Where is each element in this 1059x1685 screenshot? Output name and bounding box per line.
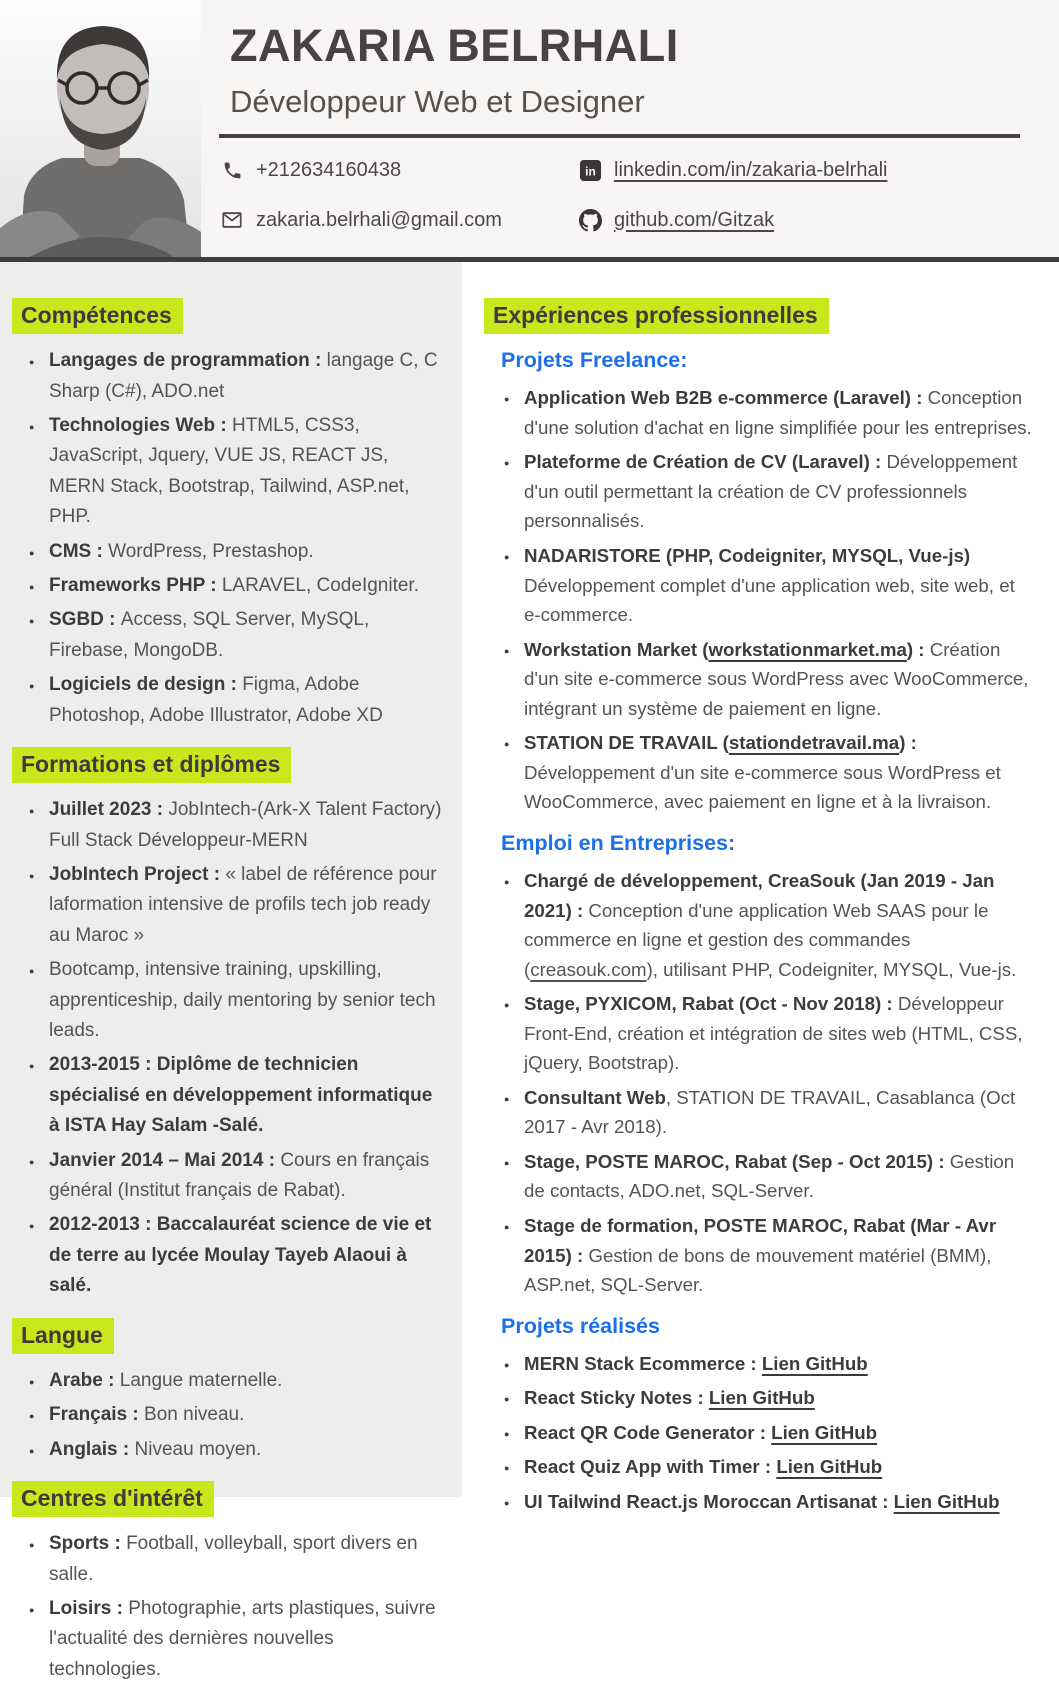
label-bold: Logiciels de design : bbox=[49, 674, 243, 696]
list-item bbox=[49, 795, 446, 856]
section-competences bbox=[12, 298, 446, 731]
email-row bbox=[220, 208, 578, 232]
section-title: Langue bbox=[12, 1318, 114, 1354]
phone-number: +212634160438 bbox=[256, 158, 402, 181]
label-bold: Stage de formation, POSTE MAROC, Rabat (Mar - Avr 2015) : bbox=[524, 1214, 997, 1266]
label-bold: React QR Code Generator : bbox=[524, 1421, 772, 1443]
link[interactable]: stationdetravail.ma bbox=[728, 732, 900, 754]
label-bold: Plateforme de Création de CV (Laravel) : bbox=[524, 451, 887, 473]
list-item bbox=[49, 537, 446, 567]
section-formations bbox=[12, 747, 446, 1302]
list-item bbox=[524, 1083, 1033, 1142]
text: langage C, C Sharp (C#), ADO.net bbox=[49, 350, 438, 402]
section-title: Formations et diplômes bbox=[12, 747, 291, 783]
label-bold: Stage, POSTE MAROC, Rabat (Sep - Oct 2015) : bbox=[524, 1150, 950, 1172]
label-bold: Consultant Web bbox=[524, 1086, 666, 1108]
list-item bbox=[524, 635, 1033, 724]
label-bold: Workstation Market ( bbox=[524, 638, 709, 660]
list-item bbox=[49, 1210, 446, 1301]
text: Bon niveau. bbox=[144, 1404, 245, 1426]
label-bold: MERN Stack Ecommerce : bbox=[524, 1352, 762, 1374]
text: Développement d'un outil permettant la création de CV professionnels personnalisés. bbox=[524, 451, 1018, 532]
text: Photographie, arts plastiques, suivre l'actualité des dernières nouvelles technologies. bbox=[49, 1598, 436, 1680]
label-bold: 2013-2015 : Diplôme de technicien spécialisé en développement informatique à ISTA Hay Salam -Salé. bbox=[49, 1054, 433, 1137]
languages-list bbox=[12, 1366, 446, 1465]
label-bold: ) : bbox=[906, 638, 930, 660]
text: Gestion de bons de mouvement matériel (BMM), ASP.net, SQL-Server. bbox=[524, 1244, 992, 1296]
education-list bbox=[12, 795, 446, 1301]
list-item bbox=[49, 1146, 446, 1207]
phone-row bbox=[220, 158, 578, 182]
label-bold: React Sticky Notes : bbox=[524, 1387, 709, 1409]
label-bold: SGBD : bbox=[49, 609, 121, 631]
phone-icon bbox=[220, 158, 244, 182]
section-title: Centres d'intérêt bbox=[12, 1481, 214, 1517]
subsection-title-emploi: Emploi en Entreprises: bbox=[501, 830, 736, 855]
list-item bbox=[49, 1400, 446, 1430]
text: Bootcamp, intensive training, upskilling, apprenticeship, daily mentoring by senior tech leads. bbox=[49, 959, 436, 1042]
jobs-list bbox=[484, 866, 1033, 1300]
label-bold: UI Tailwind React.js Moroccan Artisanat : bbox=[524, 1490, 894, 1512]
candidate-name: ZAKARIA BELRHALI bbox=[230, 20, 679, 71]
label-bold: STATION DE TRAVAIL ( bbox=[524, 732, 729, 754]
linkedin-icon bbox=[578, 158, 602, 182]
list-item bbox=[49, 346, 446, 407]
label-bold: Frameworks PHP : bbox=[49, 575, 222, 597]
section-title: Compétences bbox=[12, 298, 183, 334]
list-item bbox=[49, 1050, 446, 1141]
list-item bbox=[49, 1366, 446, 1396]
text: JobIntech-(Ark-X Talent Factory) Full Stack Développeur-MERN bbox=[49, 799, 442, 851]
list-item bbox=[524, 1418, 1033, 1448]
label-bold: CMS : bbox=[49, 540, 109, 562]
skills-list bbox=[12, 346, 446, 731]
text: « label de référence pour laformation intensive de profils tech job ready au Maroc » bbox=[49, 864, 437, 946]
label-bold: Arabe : bbox=[49, 1369, 120, 1391]
label-bold: Chargé de développement, CreaSouk (Jan 2019 - Jan 2021) : bbox=[524, 869, 995, 921]
list-item bbox=[49, 411, 446, 533]
list-item bbox=[524, 1452, 1033, 1482]
email-address: zakaria.belrhali@gmail.com bbox=[256, 208, 502, 231]
text: Développement d'un site e-commerce sous WordPress et WooCommerce, avec paiement en ligne et à la livraison. bbox=[524, 761, 1001, 813]
list-item bbox=[524, 866, 1033, 984]
link[interactable]: creasouk.com bbox=[530, 958, 647, 980]
contact-block bbox=[220, 158, 887, 232]
subsection-title-projets: Projets réalisés bbox=[501, 1313, 660, 1338]
list-item bbox=[49, 1594, 446, 1685]
label-bold: 2012-2013 : Baccalauréat science de vie et de terre au lycée Moulay Tayeb Alaoui à salé. bbox=[49, 1214, 432, 1297]
list-item bbox=[524, 989, 1033, 1078]
text: Création d'un site e-commerce sous WordPress avec WooCommerce, intégrant un système de paiement en ligne. bbox=[524, 638, 1029, 719]
section-experiences bbox=[484, 298, 1033, 1516]
text: Langue maternelle. bbox=[119, 1369, 283, 1391]
linkedin-row bbox=[578, 158, 887, 182]
text: , STATION DE TRAVAIL, Casablanca (Oct 2017 - Avr 2018). bbox=[524, 1086, 1016, 1138]
link[interactable]: workstationmarket.ma bbox=[708, 638, 907, 660]
list-item bbox=[49, 571, 446, 601]
label-bold: Loisirs : bbox=[49, 1598, 129, 1620]
label-bold: JobIntech Project : bbox=[49, 864, 226, 886]
list-item bbox=[49, 670, 446, 731]
list-item bbox=[49, 1435, 446, 1465]
list-item bbox=[524, 1349, 1033, 1379]
section-interets bbox=[12, 1481, 446, 1685]
link[interactable]: Lien GitHub bbox=[893, 1490, 1000, 1512]
text: WordPress, Prestashop. bbox=[108, 540, 314, 562]
list-item bbox=[524, 728, 1033, 817]
label-bold: Stage, PYXICOM, Rabat (Oct - Nov 2018) : bbox=[524, 993, 898, 1015]
github-icon bbox=[578, 208, 602, 232]
freelance-list bbox=[484, 383, 1033, 817]
link[interactable]: Lien GitHub bbox=[761, 1352, 868, 1374]
text: Conception d'une solution d'achat en ligne simplifiée pour les entreprises. bbox=[524, 387, 1032, 438]
list-item bbox=[524, 541, 1033, 630]
right-panel bbox=[462, 262, 1059, 1512]
label-bold: Janvier 2014 – Mai 2014 : bbox=[49, 1149, 281, 1171]
text: Figma, Adobe Photoshop, Adobe Illustrator, Adobe XD bbox=[49, 674, 383, 726]
section-title: Expériences professionnelles bbox=[484, 298, 829, 334]
list-item bbox=[49, 1529, 446, 1590]
link[interactable]: Lien GitHub bbox=[771, 1421, 878, 1443]
linkedin-link[interactable]: linkedin.com/in/zakaria-belrhali bbox=[614, 158, 888, 181]
label-bold: Anglais : bbox=[49, 1438, 135, 1460]
title-rule bbox=[219, 134, 1020, 138]
header-divider bbox=[0, 257, 1059, 262]
text: ), utilisant PHP, Codeigniter, MYSQL, Vue-js. bbox=[646, 958, 1017, 980]
text: Niveau moyen. bbox=[134, 1438, 262, 1460]
candidate-title: Développeur Web et Designer bbox=[230, 84, 645, 119]
text: Développeur Front-End, création et intégration de sites web (HTML, CSS, jQuery, Bootstrap). bbox=[524, 993, 1023, 1074]
link[interactable]: Lien GitHub bbox=[708, 1387, 815, 1409]
projects-list bbox=[484, 1349, 1033, 1517]
list-item bbox=[524, 447, 1033, 536]
envelope-icon bbox=[220, 208, 244, 232]
list-item bbox=[524, 1147, 1033, 1206]
list-item bbox=[49, 605, 446, 666]
text: Access, SQL Server, MySQL, Firebase, MongoDB. bbox=[49, 609, 370, 661]
svg-text:in: in bbox=[584, 163, 596, 178]
link[interactable]: Lien GitHub bbox=[776, 1456, 883, 1478]
label-bold: ) : bbox=[899, 732, 917, 754]
interests-list bbox=[12, 1529, 446, 1685]
label-bold: Langages de programmation : bbox=[49, 350, 327, 372]
text: Cours en français général (Institut français de Rabat). bbox=[49, 1149, 430, 1201]
github-row bbox=[578, 208, 887, 232]
text: HTML5, CSS3, JavaScript, Jquery, VUE JS, REACT JS, MERN Stack, Bootstrap, Tailwind, ASP.net, PHP. bbox=[49, 415, 410, 528]
label-bold: Technologies Web : bbox=[49, 415, 232, 437]
header bbox=[0, 0, 1059, 257]
subsection-title-freelance: Projets Freelance: bbox=[501, 348, 688, 373]
label-bold: Juillet 2023 : bbox=[49, 799, 169, 821]
portrait-photo bbox=[0, 0, 201, 257]
label-bold: Français : bbox=[49, 1404, 145, 1426]
label-bold: Sports : bbox=[49, 1533, 127, 1555]
text: Gestion de contacts, ADO.net, SQL-Server. bbox=[524, 1150, 1015, 1202]
section-langue bbox=[12, 1318, 446, 1465]
text: Football, volleyball, sport divers en salle. bbox=[49, 1533, 418, 1585]
left-panel bbox=[0, 262, 462, 1680]
label-bold: NADARISTORE (PHP, Codeigniter, MYSQL, Vue-js) bbox=[524, 545, 971, 567]
list-item bbox=[524, 1383, 1033, 1413]
text: Développement complet d'une application web, site web, et e-commerce. bbox=[524, 574, 1015, 626]
list-item bbox=[524, 383, 1033, 442]
text: Conception d'une application Web SAAS pour le commerce en ligne et gestion des commandes ( bbox=[524, 899, 989, 980]
list-item bbox=[49, 860, 446, 951]
github-link[interactable]: github.com/Gitzak bbox=[614, 208, 775, 231]
label-bold: Application Web B2B e-commerce (Laravel) : bbox=[524, 387, 928, 409]
list-item bbox=[524, 1487, 1033, 1517]
label-bold: React Quiz App with Timer : bbox=[524, 1456, 777, 1478]
list-item bbox=[49, 955, 446, 1046]
list-item bbox=[524, 1211, 1033, 1300]
text: LARAVEL, CodeIgniter. bbox=[221, 575, 419, 597]
